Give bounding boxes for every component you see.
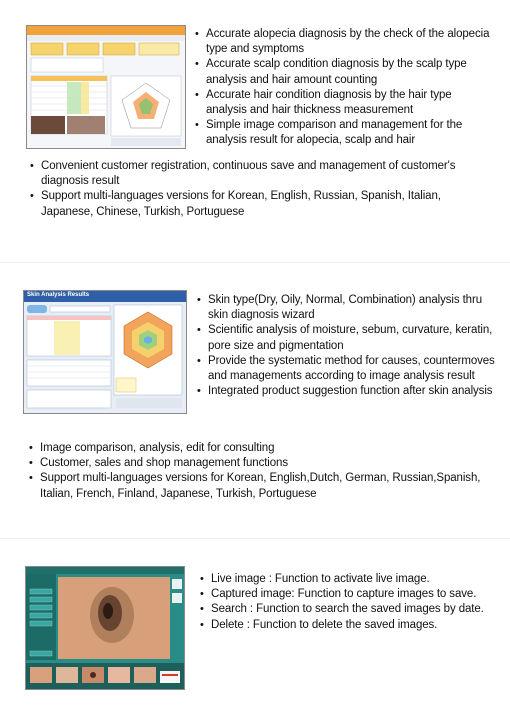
skin-feature-item: • Scientific analysis of moisture, sebum, curvature, keratin, pore size and pigmentation bbox=[197, 323, 497, 353]
skin-feature-item: • Integrated product suggestion function after skin analysis bbox=[197, 384, 497, 399]
skin-analysis-screenshot bbox=[23, 290, 187, 414]
hair-analysis-screenshot-art bbox=[27, 26, 185, 148]
hair-feature-list bbox=[195, 27, 495, 149]
skin-screenshot-title: Skin Analysis Results bbox=[27, 292, 90, 298]
skin-general-item: • Customer, sales and shop management functions bbox=[29, 456, 489, 471]
viewer-feature-list bbox=[200, 572, 500, 633]
section-skin-analysis bbox=[0, 280, 510, 520]
skin-general-item: • Image comparison, analysis, edit for consulting bbox=[29, 441, 489, 456]
section-divider bbox=[0, 262, 510, 263]
skin-general-list bbox=[29, 441, 489, 502]
viewer-feature-item: • Delete : Function to delete the saved images. bbox=[200, 618, 500, 633]
section-hair-analysis bbox=[0, 0, 510, 240]
viewer-feature-item: • Search : Function to search the saved images by date. bbox=[200, 602, 500, 617]
skin-feature-list bbox=[197, 293, 497, 399]
hair-feature-item: • Accurate hair condition diagnosis by the hair type analysis and hair thickness measurement bbox=[195, 88, 495, 118]
skin-feature-item: • Skin type(Dry, Oily, Normal, Combination) analysis thru skin diagnosis wizard bbox=[197, 293, 497, 323]
hair-feature-item: • Accurate alopecia diagnosis by the check of the alopecia type and symptoms bbox=[195, 27, 495, 57]
section-divider bbox=[0, 538, 510, 539]
hair-feature-item: • Simple image comparison and management for the analysis result for alopecia, scalp and hair bbox=[195, 118, 495, 148]
image-viewer-screenshot-art bbox=[26, 567, 184, 689]
viewer-feature-item: • Live image : Function to activate live image. bbox=[200, 572, 500, 587]
hair-general-list bbox=[30, 159, 490, 220]
hair-general-item: • Convenient customer registration, continuous save and management of customer's diagnosis result bbox=[30, 159, 490, 189]
skin-analysis-screenshot-art bbox=[24, 302, 186, 414]
viewer-feature-item: • Captured image: Function to capture images to save. bbox=[200, 587, 500, 602]
hair-general-item: • Support multi-languages versions for Korean, English, Russian, Spanish, Italian, Japanese, Chinese, Turkish, Portuguese bbox=[30, 189, 490, 219]
skin-screenshot-titlebar bbox=[24, 291, 186, 302]
hair-feature-item: • Accurate scalp condition diagnosis by the scalp type analysis and hair amount counting bbox=[195, 57, 495, 87]
image-viewer-screenshot bbox=[25, 566, 185, 690]
skin-feature-item: • Provide the systematic method for causes, countermoves and managements according to image analysis result bbox=[197, 354, 497, 384]
hair-analysis-screenshot bbox=[26, 25, 186, 149]
skin-general-item: • Support multi-languages versions for Korean, English,Dutch, German, Russian,Spanish, Italian, French, Finland, Japanese, Turkish, Portuguese bbox=[29, 471, 489, 501]
section-image-viewer bbox=[0, 560, 510, 700]
